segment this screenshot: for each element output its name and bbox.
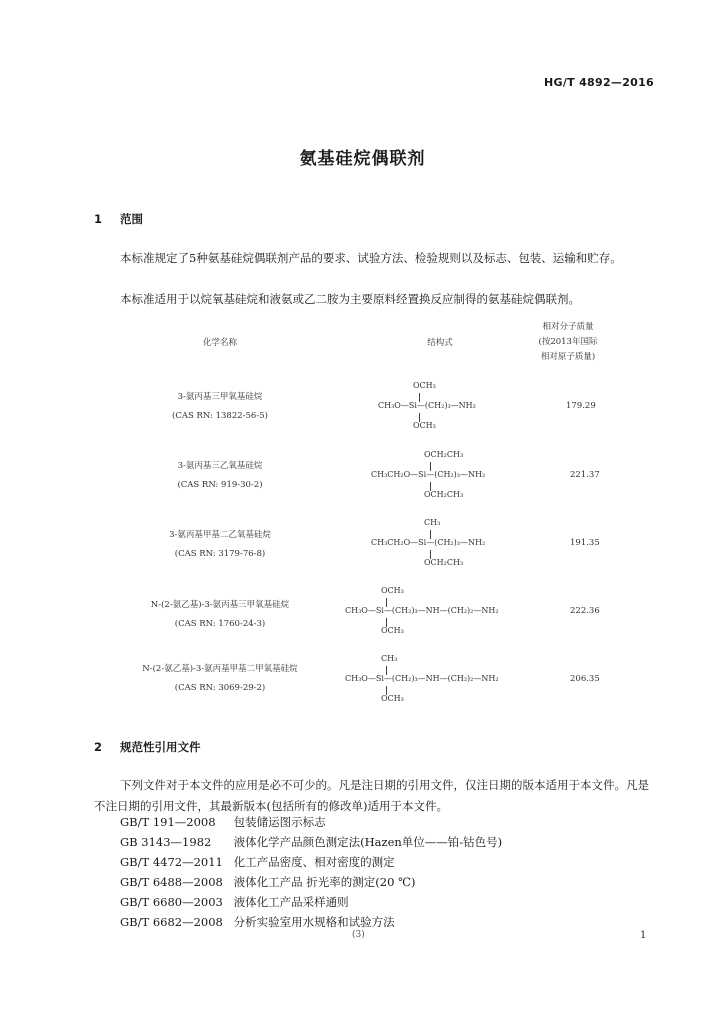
table-header-molecular-weight: 相对分子质量 (按2013年国际 相对原子质量) [538, 322, 598, 362]
reference-item: GB/T 4472—2011 化工产品密度、相对密度的测定 [120, 855, 395, 869]
section-2-heading [94, 739, 201, 755]
compound-name: 3-氨丙基甲基二乙氧基硅烷 (CAS RN: 3179-76-8) [169, 530, 271, 559]
compound-name: N-(2-氨乙基)-3-氨丙基甲基二甲氧基硅烷 (CAS RN: 3069-29-2) [142, 664, 298, 693]
section-2-number: 2 [94, 740, 103, 754]
section-1-title: 范围 [120, 212, 143, 226]
references-intro: 下列文件对于本文件的应用是必不可少的。凡是注日期的引用文件，仅注日期的版本适用于本文件。凡是不注日期的引用文件，其最新版本(包括所有的修改单)适用于本文件。 [94, 778, 649, 813]
molecular-weight: 191.35 [570, 538, 600, 548]
reference-item: GB/T 6488—2008 液体化工产品 折光率的测定(20 ℃) [120, 875, 416, 889]
table-header-name: 化学名称 [202, 338, 237, 348]
reference-item: GB/T 191—2008 包装储运图示标志 [120, 815, 326, 829]
molecular-weight: 221.37 [570, 470, 600, 480]
molecular-weight: 222.36 [570, 606, 600, 616]
page-number: 1 [640, 930, 647, 941]
compound-name: N-(2-氨乙基)-3-氨丙基三甲氧基硅烷 (CAS RN: 1760-24-3) [150, 600, 290, 629]
document-title: 氨基硅烷偶联剂 [299, 149, 426, 169]
molecular-weight: 206.35 [570, 674, 600, 684]
section-2-title: 规范性引用文件 [120, 740, 201, 754]
molecular-weight: 179.29 [566, 401, 596, 411]
reference-item: GB 3143—1982 液体化学产品颜色测定法(Hazen单位——铂-钴色号) [120, 835, 503, 849]
scope-paragraph-2: 本标准适用于以烷氧基硅烷和液氨或乙二胺为主要原料经置换反应制得的氨基硅烷偶联剂。 [120, 292, 580, 306]
reference-item: GB/T 6682—2008 分析实验室用水规格和试验方法 [120, 915, 395, 929]
compound-name: 3-氨丙基三甲氧基硅烷 (CAS RN: 13822-56-5) [172, 392, 268, 421]
table-header-structure: 结构式 [427, 338, 453, 348]
reference-list [120, 812, 660, 932]
reference-item: GB/T 6680—2003 液体化工产品采样通则 [120, 895, 349, 909]
compound-name: 3-氨丙基三乙氧基硅烷 (CAS RN: 919-30-2) [177, 461, 263, 490]
section-1-heading [94, 211, 143, 227]
standard-number: HG/T 4892—2016 [544, 76, 655, 89]
scope-paragraph-1: 本标准规定了5种氨基硅烷偶联剂产品的要求、试验方法、检验规则以及标志、包装、运输和贮存。 [120, 251, 622, 265]
section-1-number: 1 [94, 212, 103, 226]
footer-center-mark: (3) [352, 930, 365, 940]
